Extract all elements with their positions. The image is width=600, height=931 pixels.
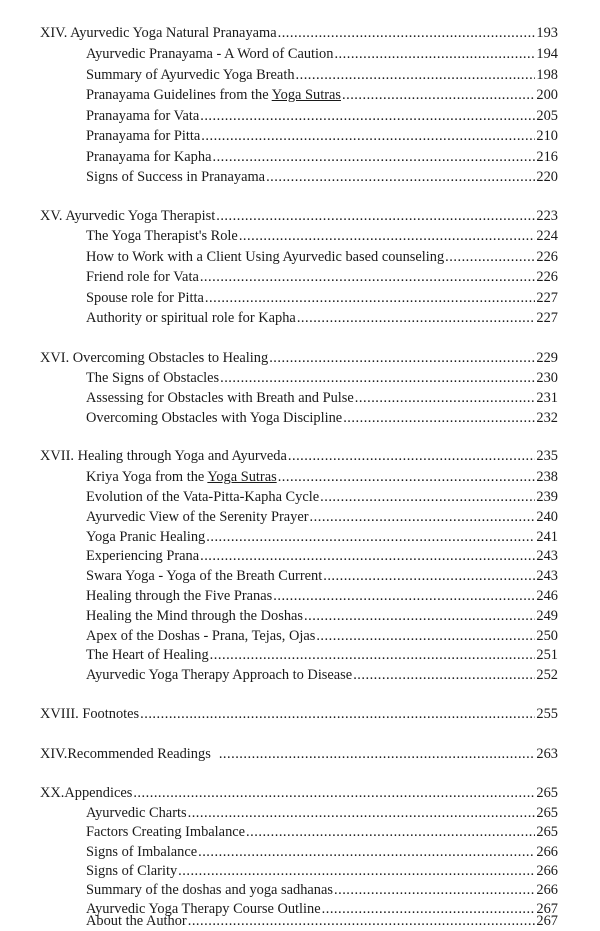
underlined-book-title: Yoga Sutras (271, 87, 341, 103)
toc-page-number: 266 (536, 882, 558, 898)
toc-page-number: 267 (536, 901, 558, 917)
toc-entry-title: Assessing for Obstacles with Breath and Pulse (86, 390, 354, 406)
toc-entry[interactable] (86, 268, 558, 287)
toc-page-number: 230 (536, 370, 558, 386)
toc-entry-title: The Heart of Healing (86, 647, 209, 663)
toc-entry[interactable] (86, 127, 558, 146)
toc-entry-title: Summary of Ayurvedic Yoga Breath (86, 67, 295, 83)
toc-page-number: 200 (536, 87, 558, 103)
dot-leader (334, 45, 535, 64)
toc-page-number: 224 (536, 228, 558, 244)
toc-entry-title: Pranayama for Pitta (86, 128, 201, 144)
toc-page-number: 198 (536, 67, 558, 83)
toc-heading-title: Appendices (64, 785, 133, 801)
dot-leader (206, 528, 535, 547)
dot-leader (246, 823, 535, 842)
dot-leader (342, 86, 535, 105)
toc-page-number: 243 (536, 568, 558, 584)
toc-heading-title: XVII. Healing through Yoga and Ayurveda (40, 448, 287, 464)
toc-heading-title: XIV. Ayurvedic Yoga Natural Pranayama (40, 25, 277, 41)
toc-entry-title: Pranayama for Vata (86, 108, 200, 124)
toc-entry-title: Ayurvedic View of the Serenity Prayer (86, 509, 309, 525)
title-prefix: Pranayama Guidelines from the (86, 87, 272, 103)
toc-page-number: 250 (536, 628, 558, 644)
dot-leader (445, 248, 535, 267)
dot-leader (210, 646, 536, 665)
toc-entry[interactable] (86, 646, 558, 665)
toc-page-number: 265 (536, 805, 558, 821)
toc-entry-title: How to Work with a Client Using Ayurvedic based counseling (86, 249, 445, 265)
dot-leader (353, 666, 535, 685)
toc-entry-title: Pranayama for Kapha (86, 149, 212, 165)
toc-page-number: 205 (536, 108, 558, 124)
toc-entry[interactable] (86, 666, 558, 685)
toc-entry[interactable] (86, 289, 558, 308)
dot-leader (239, 227, 536, 246)
toc-page-number: 266 (536, 863, 558, 879)
toc-page-number: 241 (536, 529, 558, 545)
toc-entry[interactable] (86, 66, 558, 85)
toc-page-number: 263 (536, 746, 558, 762)
dot-leader (198, 843, 535, 862)
toc-page-number: 265 (536, 785, 558, 801)
toc-entry-title: Swara Yoga - Yoga of the Breath Current (86, 568, 323, 584)
toc-entry-title: The Signs of Obstacles (86, 370, 220, 386)
dot-leader (316, 627, 535, 646)
toc-entry-title: Signs of Success in Pranayama (86, 169, 266, 185)
toc-entry-title: Evolution of the Vata-Pitta-Kapha Cycle (86, 489, 320, 505)
toc-entry-title: About the Author (86, 913, 187, 929)
toc-entry[interactable] (86, 409, 558, 428)
toc-page-number: 251 (536, 647, 558, 663)
toc-entry[interactable] (86, 804, 558, 823)
toc-entry[interactable] (86, 468, 558, 487)
toc-entry[interactable] (86, 86, 558, 105)
dot-leader (201, 127, 535, 146)
dot-leader (288, 447, 536, 466)
toc-entry-title: Summary of the doshas and yoga sadhanas (86, 882, 333, 898)
dot-leader (355, 389, 536, 408)
toc-entry[interactable] (86, 488, 558, 507)
toc-page-number: 232 (536, 410, 558, 426)
toc-roman-numeral: XX. (40, 785, 65, 801)
toc-page-number: 252 (536, 667, 558, 683)
toc-page-number: 227 (536, 310, 558, 326)
toc-entry-title (86, 86, 341, 105)
toc-heading-xvi[interactable] (40, 349, 558, 368)
dot-leader (323, 567, 535, 586)
dot-leader (178, 862, 535, 881)
toc-entry[interactable] (86, 547, 558, 566)
dot-leader (200, 268, 536, 287)
dot-leader (205, 289, 535, 308)
toc-entry-title: The Yoga Therapist's Role (86, 228, 238, 244)
toc-page-number: 255 (536, 706, 558, 722)
toc-page-number: 226 (536, 249, 558, 265)
toc-entry-title (86, 468, 277, 487)
toc-page-number: 210 (536, 128, 558, 144)
toc-heading-title: XVIII. Footnotes (40, 706, 140, 722)
toc-entry-title: Overcoming Obstacles with Yoga Discipline (86, 410, 343, 426)
toc-heading-appendices[interactable] (40, 784, 558, 803)
toc-heading-xvii[interactable] (40, 447, 558, 466)
toc-entry[interactable] (86, 567, 558, 586)
toc-entry-title: Healing through the Five Pranas (86, 588, 273, 604)
dot-leader (219, 745, 536, 764)
dot-leader (140, 705, 535, 724)
toc-entry[interactable] (86, 168, 558, 187)
toc-entry[interactable] (86, 107, 558, 126)
toc-page-number: 231 (536, 390, 558, 406)
toc-page-number: 220 (536, 169, 558, 185)
dot-leader (278, 24, 536, 43)
toc-page-number: 227 (536, 290, 558, 306)
toc-page-number: 239 (536, 489, 558, 505)
toc-page-number: 249 (536, 608, 558, 624)
toc-page-number: 267 (536, 913, 558, 929)
toc-page-number: 246 (536, 588, 558, 604)
toc-entry-title: Ayurvedic Pranayama - A Word of Caution (86, 46, 334, 62)
toc-page-number: 243 (536, 548, 558, 564)
toc-entry[interactable] (86, 508, 558, 527)
toc-heading-readings[interactable] (40, 745, 558, 764)
toc-entry-title: Friend role for Vata (86, 269, 199, 285)
dot-leader (334, 881, 535, 900)
underlined-book-title: Yoga Sutras (207, 469, 277, 485)
toc-page-number: 240 (536, 509, 558, 525)
toc-entry-title: Factors Creating Imbalance (86, 824, 246, 840)
toc-entry[interactable] (86, 227, 558, 246)
toc-entry[interactable] (86, 148, 558, 167)
toc-entry[interactable] (86, 309, 558, 328)
toc-entry-title: Spouse role for Pitta (86, 290, 204, 306)
toc-heading-title: XVI. Overcoming Obstacles to Healing (40, 350, 269, 366)
toc-entry[interactable] (86, 587, 558, 606)
dot-leader (133, 784, 535, 803)
dot-leader (266, 168, 535, 187)
toc-entry[interactable] (86, 369, 558, 388)
toc-entry-title: Apex of the Doshas - Prana, Tejas, Ojas (86, 628, 316, 644)
dot-leader (304, 607, 535, 626)
toc-page-number: 226 (536, 269, 558, 285)
toc-entry[interactable] (86, 823, 558, 842)
dot-leader (278, 468, 536, 487)
dot-leader (320, 488, 535, 507)
toc-entry-title: Yoga Pranic Healing (86, 529, 206, 545)
toc-entry-title: Signs of Imbalance (86, 844, 198, 860)
dot-leader (212, 148, 535, 167)
dot-leader (200, 107, 535, 126)
dot-leader (310, 508, 536, 527)
toc-heading-footnotes[interactable] (40, 705, 558, 724)
toc-entry[interactable] (86, 528, 558, 547)
toc-entry-title: Ayurvedic Yoga Therapy Approach to Disease (86, 667, 353, 683)
toc-entry[interactable] (86, 45, 558, 64)
toc-page-number: 266 (536, 844, 558, 860)
toc-entry-title: Ayurvedic Yoga Therapy Course Outline (86, 901, 321, 917)
dot-leader (296, 66, 536, 85)
toc-heading-xv[interactable] (40, 207, 558, 226)
toc-page-number: 193 (536, 25, 558, 41)
toc-page-number: 229 (536, 350, 558, 366)
dot-leader (343, 409, 535, 428)
toc-entry-title: Experiencing Prana (86, 548, 200, 564)
toc-entry[interactable] (86, 248, 558, 267)
dot-leader (200, 547, 535, 566)
dot-leader (297, 309, 536, 328)
toc-page-number: 265 (536, 824, 558, 840)
toc-page-number: 238 (536, 469, 558, 485)
toc-page-number: 194 (536, 46, 558, 62)
toc-page-number: 223 (536, 208, 558, 224)
dot-leader (216, 207, 535, 226)
dot-leader (273, 587, 535, 606)
toc-entry-title: Signs of Clarity (86, 863, 178, 879)
toc-entry[interactable] (86, 912, 558, 931)
toc-heading-xiv[interactable] (40, 24, 558, 43)
toc-entry-title: Ayurvedic Charts (86, 805, 187, 821)
toc-entry[interactable] (86, 607, 558, 626)
toc-entry[interactable] (86, 389, 558, 408)
toc-roman-numeral: XIV. (40, 746, 68, 762)
toc-entry[interactable] (86, 627, 558, 646)
toc-heading-title: XV. Ayurvedic Yoga Therapist (40, 208, 216, 224)
dot-leader (269, 349, 535, 368)
toc-page-number: 216 (536, 149, 558, 165)
dot-leader (188, 912, 536, 931)
toc-entry-title: Healing the Mind through the Doshas (86, 608, 304, 624)
toc-heading-title: Recommended Readings (67, 746, 211, 762)
dot-leader (220, 369, 535, 388)
toc-page-number: 235 (536, 448, 558, 464)
toc-entry[interactable] (86, 881, 558, 900)
toc-entry-title: Authority or spiritual role for Kapha (86, 310, 296, 326)
toc-entry[interactable] (86, 843, 558, 862)
toc-entry[interactable] (86, 862, 558, 881)
dot-leader (188, 804, 536, 823)
title-prefix: Kriya Yoga from the (86, 469, 208, 485)
